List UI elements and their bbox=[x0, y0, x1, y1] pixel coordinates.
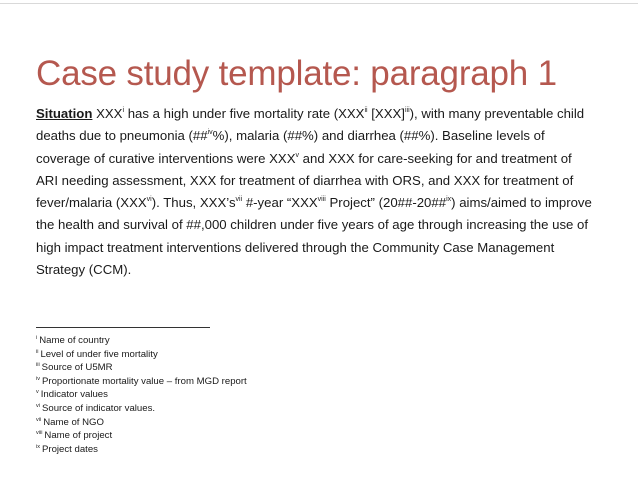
footnote-mark: vi bbox=[36, 402, 40, 409]
footnote-separator bbox=[36, 327, 210, 328]
footnote-ref-v[interactable]: v bbox=[295, 151, 299, 159]
footnote-mark: iii bbox=[36, 362, 40, 369]
footnote-mark: v bbox=[36, 389, 39, 396]
footnotes bbox=[36, 334, 436, 456]
footnote-item bbox=[36, 443, 436, 457]
paragraph-text: ), with many preventable child deaths due to pneumonia (## bbox=[36, 106, 585, 144]
paragraph-text: Project” (20##-20## bbox=[325, 195, 447, 211]
footnote-ref-iv[interactable]: iv bbox=[207, 129, 213, 137]
situation-paragraph bbox=[36, 103, 596, 281]
footnote-mark: viii bbox=[36, 430, 43, 437]
footnote-item bbox=[36, 416, 436, 430]
footnote-mark: iv bbox=[36, 375, 40, 382]
footnote-ref-viii[interactable]: viii bbox=[317, 196, 326, 204]
footnote-text: Name of country bbox=[39, 335, 110, 346]
footnote-text: Name of project bbox=[44, 430, 113, 442]
paragraph-text: ). Thus, XXX’s bbox=[151, 195, 236, 211]
paragraph-text: %), malaria (##%) and diarrhea (##%). Baseline levels of coverage of curative interventions were XXX bbox=[36, 128, 545, 166]
footnote-item bbox=[36, 334, 436, 348]
footnote-mark: ix bbox=[36, 443, 40, 450]
footnote-mark: vii bbox=[36, 416, 42, 423]
footnote-text: Indicator values bbox=[40, 389, 108, 401]
paragraph-text: has a high under five mortality rate (XXX bbox=[124, 106, 365, 121]
footnote-ref-vii[interactable]: vii bbox=[235, 196, 243, 204]
footnote-text: Proportionate mortality value – from MGD report bbox=[41, 375, 247, 387]
paragraph-text: #-year “XXX bbox=[242, 195, 318, 211]
footnote-text: Name of NGO bbox=[43, 416, 104, 428]
situation-label: Situation bbox=[36, 106, 93, 121]
footnote-ref-i[interactable]: i bbox=[122, 107, 125, 114]
footnote-item bbox=[36, 388, 436, 402]
footnote-ref-ii[interactable]: ii bbox=[364, 107, 368, 114]
footnote-item bbox=[36, 429, 436, 443]
footnote-item bbox=[36, 361, 436, 375]
footnote-mark: i bbox=[36, 335, 38, 341]
footnote-item bbox=[36, 402, 436, 416]
top-divider bbox=[0, 3, 638, 4]
footnote-ref-ix[interactable]: ix bbox=[446, 196, 452, 204]
footnote-ref-iii[interactable]: iii bbox=[404, 107, 410, 114]
footnote-text: Source of U5MR bbox=[41, 362, 113, 374]
paragraph-text: XXX bbox=[92, 106, 123, 121]
footnote-item bbox=[36, 348, 436, 362]
paragraph-text: [XXX] bbox=[367, 106, 405, 121]
footnote-text: Project dates bbox=[41, 443, 98, 455]
footnote-mark: ii bbox=[36, 348, 39, 355]
footnote-text: Source of indicator values. bbox=[41, 402, 156, 414]
slide-title: Case study template: paragraph 1 bbox=[36, 54, 557, 93]
footnote-ref-vi[interactable]: vi bbox=[146, 196, 152, 204]
footnote-text: Level of under five mortality bbox=[40, 348, 158, 360]
footnote-item bbox=[36, 375, 436, 389]
paragraph-text: and XXX for care-seeking for and treatment of ARI needing assessment, XXX for treatment of diarrhea with ORS, and XXX for treatment of fever/malaria (XXX bbox=[36, 150, 574, 211]
paragraph-text: ) aims/aimed to improve the health and survival of ##,000 children under five years of age through increasing the use of high impact treatment interventions delivered through the Community Case Management Strategy (CCM). bbox=[36, 195, 592, 278]
